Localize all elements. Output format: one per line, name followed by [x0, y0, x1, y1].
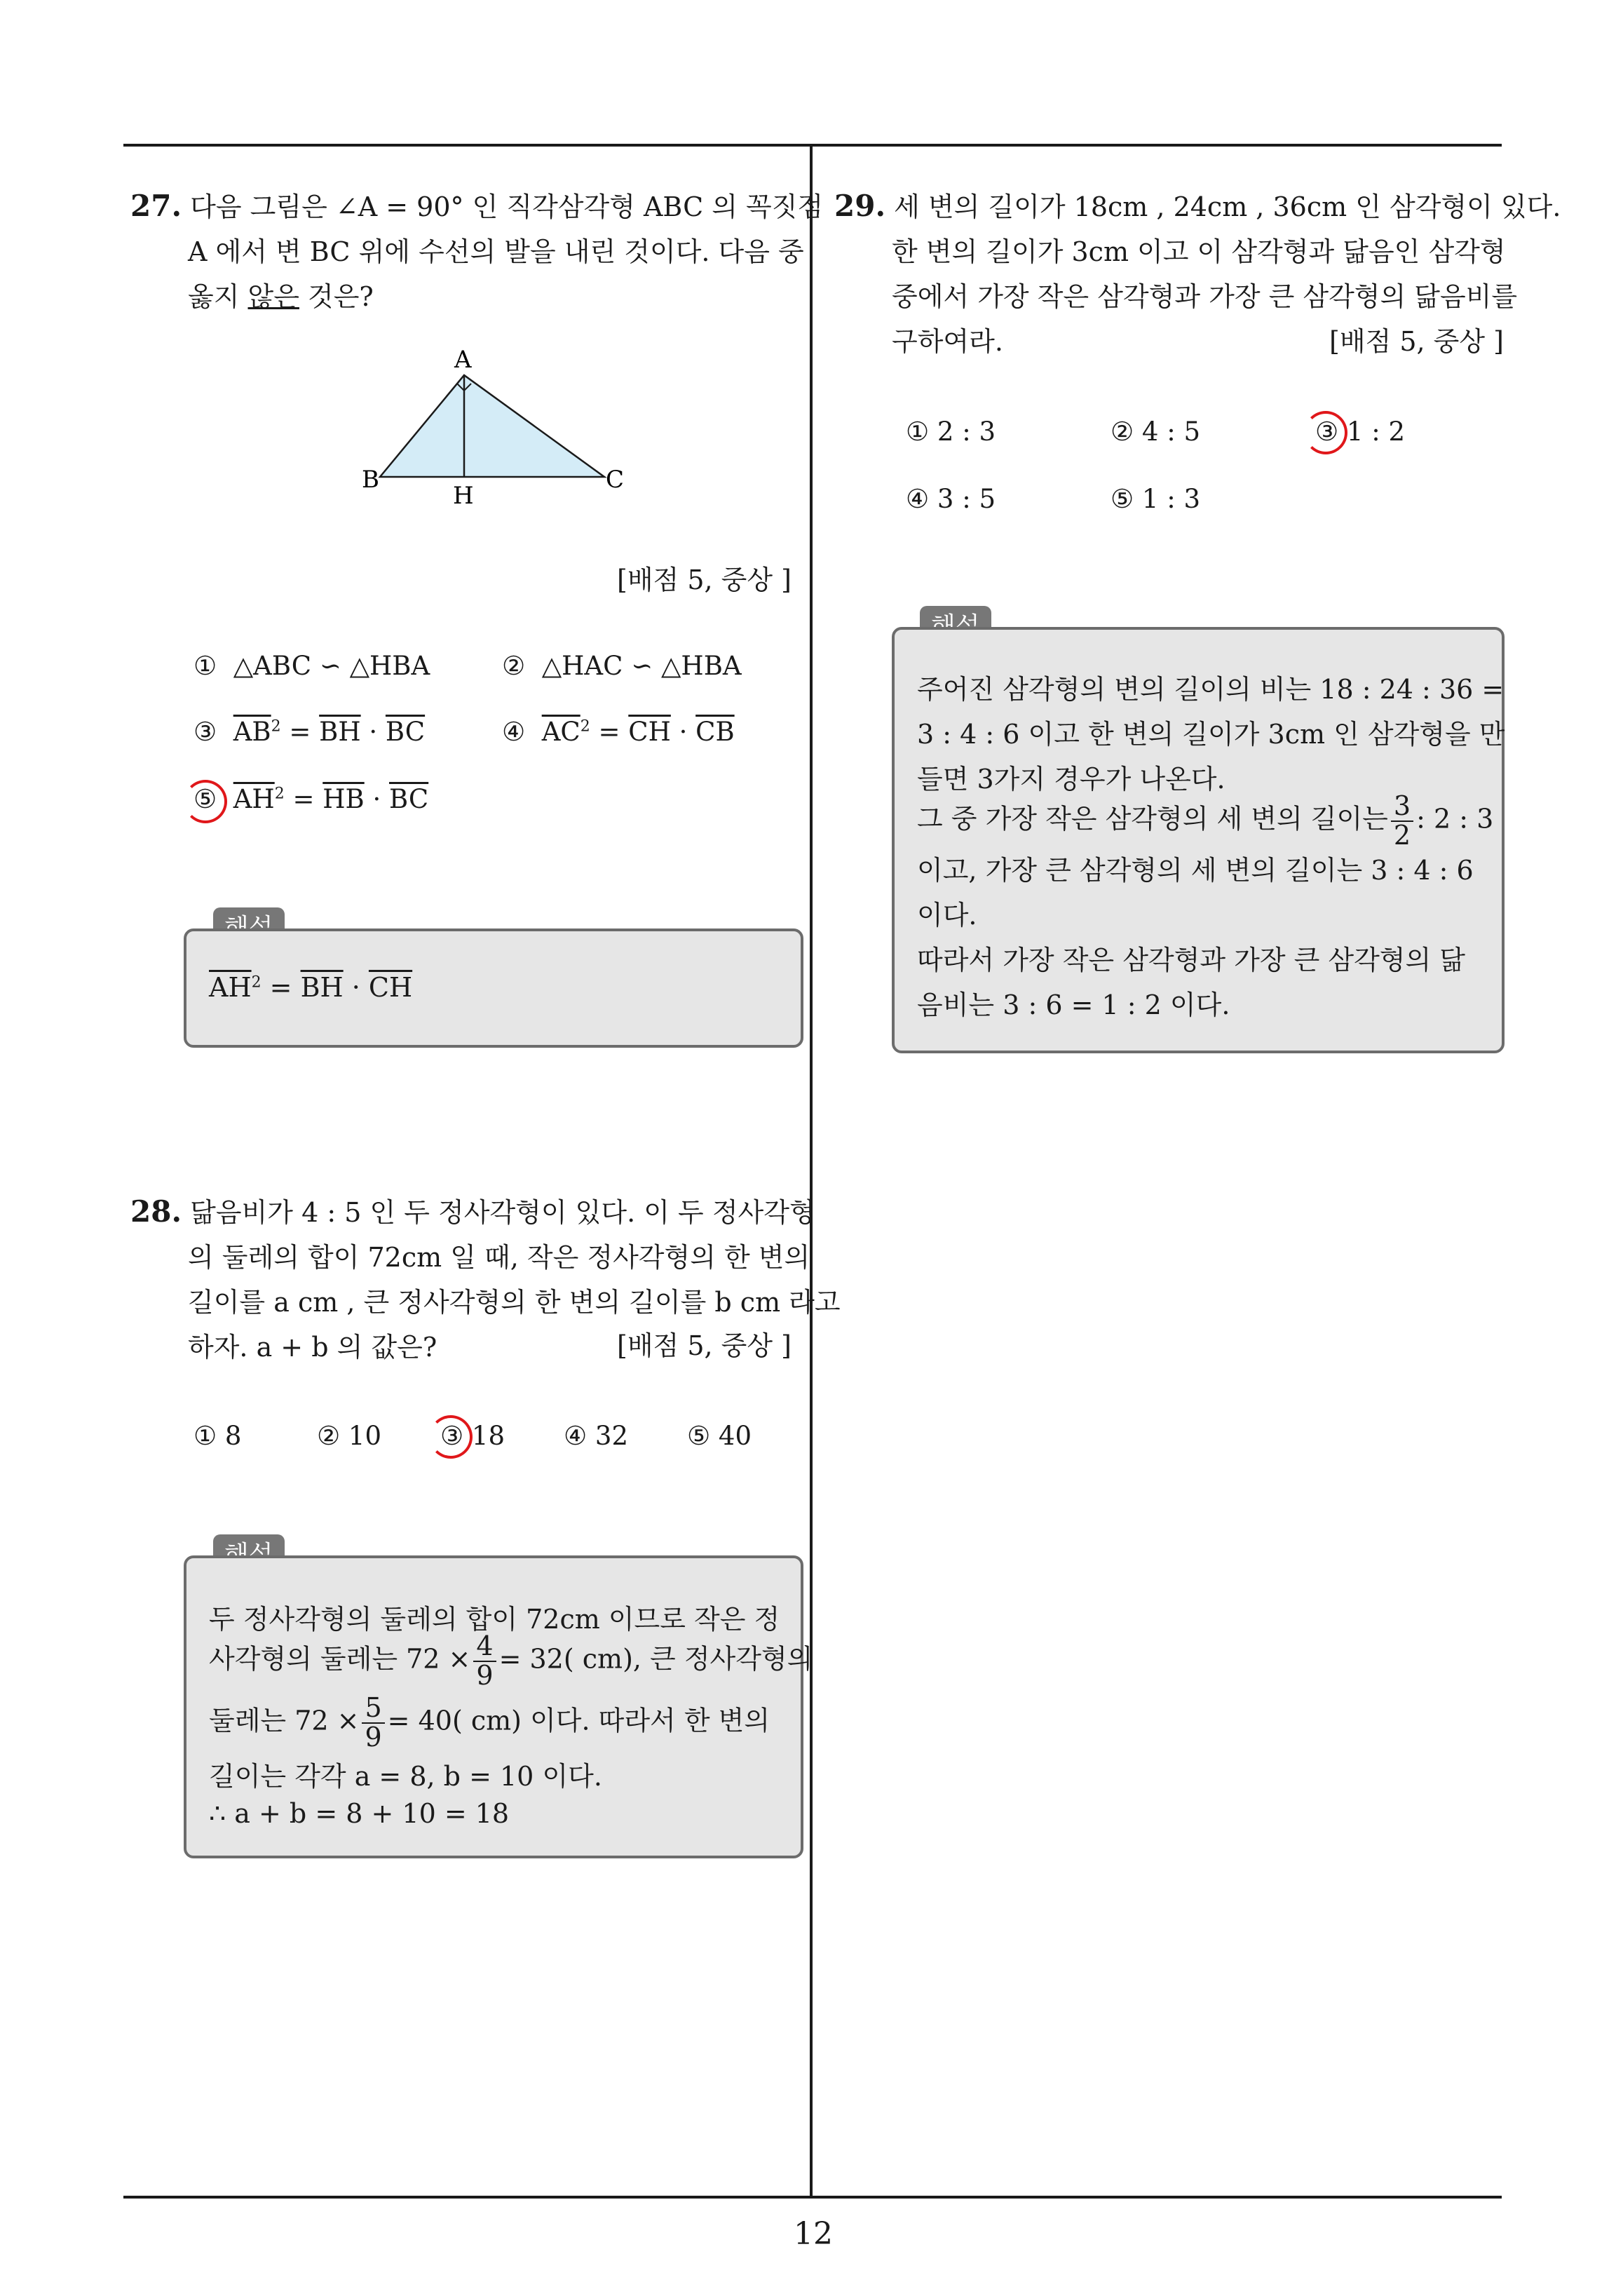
question-text-line: 의 둘레의 합이 72cm 일 때, 작은 정사각형의 한 변의 [188, 1242, 810, 1273]
vertex-label-h: H [453, 482, 474, 510]
vertex-label-b: B [362, 466, 379, 494]
solution-line: 들면 3가지 경우가 나온다. [917, 764, 1225, 795]
segment: $\overline{BH}$ [319, 717, 361, 747]
choice-4[interactable]: ④ 3 : 5 [906, 484, 996, 514]
segment: $\overline{AB}$ [233, 717, 271, 747]
solution-line: 사각형의 둘레는 72 × $\frac{4}{9}$ = 32( cm), 큰 정사각형의 [209, 1630, 813, 1691]
choice-3[interactable]: ③ 1 : 2 [1315, 417, 1406, 447]
choice-2[interactable]: ② 4 : 5 [1111, 417, 1201, 447]
segment: $\overline{BC}$ [385, 717, 426, 747]
score-label: [배점 5, 중상 ] [617, 565, 792, 595]
solution-box [184, 1555, 813, 1858]
fraction: $\frac{3}{2}$ [1391, 792, 1413, 850]
segment: $\overline{AH}$ [233, 784, 275, 814]
choice-1[interactable]: ① 8 [193, 1421, 242, 1451]
score-label: [배점 5, 중상 ] [1329, 326, 1504, 357]
solution-line: 이고, 가장 큰 삼각형의 세 변의 길이는 3 : 4 : 6 [917, 855, 1474, 886]
solution-box [892, 627, 1505, 1053]
solution-line: 둘레는 72 × $\frac{5}{9}$ = 40( cm) 이다. 따라서 한 변의 [209, 1692, 770, 1753]
choice-2[interactable]: ② 10 [317, 1421, 382, 1451]
question-number: 27. [130, 189, 182, 223]
question-number: 28. [130, 1194, 182, 1229]
choice-text: △HAC ∽ △HBA [541, 651, 742, 681]
solution-line: 따라서 가장 작은 삼각형과 가장 큰 삼각형의 닮 [917, 945, 1466, 975]
answer-circle [1304, 411, 1347, 454]
segment: $\overline{BH}$ [300, 972, 344, 1003]
answer-circle [184, 780, 227, 823]
solution-box [184, 928, 803, 1048]
underlined-word: 않은 [247, 281, 299, 312]
question-text-line: 한 변의 길이가 3cm 이고 이 삼각형과 닮음인 삼각형 [892, 236, 1506, 267]
choice-1[interactable]: ① 2 : 3 [906, 417, 996, 447]
column-divider [810, 144, 813, 2199]
choice-mark: ③ [193, 717, 217, 747]
solution-line: $\overline{AH}^2 = \overline{BH} \cdot \overline{CH}$ [209, 972, 413, 1003]
page-number: 12 [794, 2216, 833, 2252]
choice-3[interactable]: ③ 18 [440, 1421, 505, 1451]
choice-mark: ① [193, 651, 217, 681]
question-text-line: 중에서 가장 작은 삼각형과 가장 큰 삼각형의 닮음비를 [892, 281, 1518, 312]
choice-mark: ④ [502, 717, 526, 747]
solution-line: 그 중 가장 작은 삼각형의 세 변의 길이는 $\frac{3}{2}$ : 2 : 3 [917, 790, 1494, 851]
question-text-line: 다음 그림은 ∠A = 90° 인 직각삼각형 ABC 의 꼭짓점 [190, 191, 824, 222]
question-text-line: A 에서 변 BC 위에 수선의 발을 내린 것이다. 다음 중 [188, 236, 804, 267]
choice-text: △ABC ∽ △HBA [233, 651, 430, 681]
score-label: [배점 5, 중상 ] [617, 1330, 792, 1361]
choice-3[interactable]: ③ $\overline{AB}^2 = \overline{BH} \cdot \overline{BC}$ [193, 717, 426, 747]
question-text: 것은? [299, 281, 374, 312]
solution-line: 두 정사각형의 둘레의 합이 72cm 이므로 작은 정 [209, 1604, 780, 1635]
solution-line: 길이는 각각 a = 8, b = 10 이다. [209, 1761, 602, 1792]
question-text: 옳지 [188, 281, 248, 312]
segment: $\overline{BC}$ [389, 784, 429, 814]
question-text-line: 길이를 a cm , 큰 정사각형의 한 변의 길이를 b cm 라고 [188, 1287, 841, 1318]
solution-line: 주어진 삼각형의 변의 길이의 비는 18 : 24 : 36 = [917, 674, 1505, 705]
solution-line: ∴ a + b = 8 + 10 = 18 [209, 1798, 510, 1829]
choice-1[interactable] [193, 651, 430, 681]
segment: $\overline{CH}$ [628, 717, 671, 747]
triangle-abc [380, 375, 604, 477]
choice-mark: ⑤ [193, 784, 217, 814]
question-27 [130, 184, 824, 319]
question-text-line: 세 변의 길이가 18cm , 24cm , 36cm 인 삼각형이 있다. [894, 191, 1561, 222]
choice-2[interactable] [502, 651, 742, 681]
segment: $\overline{AC}$ [541, 717, 580, 747]
question-text-line: 구하여라. [892, 326, 1003, 357]
question-text-line: 닮음비가 4 : 5 인 두 정사각형이 있다. 이 두 정사각형 [190, 1197, 815, 1228]
choice-5[interactable]: ⑤ $\overline{AH}^2 = \overline{HB} \cdot \overline{BC}$ [193, 784, 429, 814]
choice-4[interactable]: ④ 32 [564, 1421, 629, 1451]
vertex-label-a: A [454, 346, 472, 374]
segment: $\overline{CB}$ [695, 717, 735, 747]
choice-5[interactable]: ⑤ 40 [687, 1421, 752, 1451]
question-number: 29. [834, 189, 886, 223]
solution-line: 3 : 4 : 6 이고 한 변의 길이가 3cm 인 삼각형을 만 [917, 719, 1505, 750]
question-text-line: 하자. a + b 의 값은? [188, 1332, 437, 1363]
segment: $\overline{HB}$ [322, 784, 365, 814]
vertex-label-c: C [606, 466, 625, 494]
fraction: $\frac{4}{9}$ [473, 1633, 496, 1690]
solution-line: 이다. [917, 900, 977, 931]
solution-line: 음비는 3 : 6 = 1 : 2 이다. [917, 990, 1230, 1020]
choice-5[interactable]: ⑤ 1 : 3 [1111, 484, 1201, 514]
answer-circle [429, 1415, 473, 1459]
bottom-rule [123, 2196, 1502, 2199]
choice-mark: ② [502, 651, 526, 681]
top-rule [123, 144, 1502, 147]
triangle-figure [351, 337, 645, 519]
fraction: $\frac{5}{9}$ [362, 1694, 384, 1752]
segment: $\overline{CH}$ [368, 972, 413, 1003]
choice-4[interactable]: ④ $\overline{AC}^2 = \overline{CH} \cdot \overline{CB}$ [502, 717, 735, 747]
segment: $\overline{AH}$ [209, 972, 252, 1003]
